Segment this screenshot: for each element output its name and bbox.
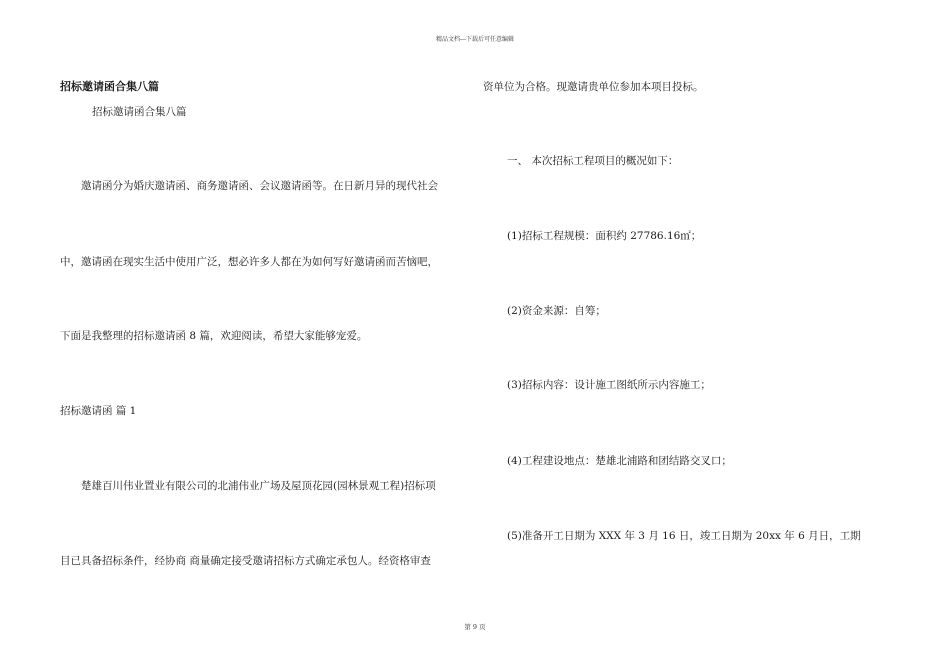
document-subtitle: 招标邀请函合集八篇 [92, 106, 187, 118]
paragraph-line: 下面是我整理的招标邀请函 8 篇，欢迎阅读，希望大家能够宠爱。 [60, 330, 368, 342]
paragraph-line: 资单位为合格。现邀请贵单位参加本项目投标。 [483, 81, 704, 93]
document-title: 招标邀请函合集八篇 [60, 80, 159, 93]
section-heading: 招标邀请函 篇 1 [60, 405, 137, 417]
section-heading: 一、 本次招标工程项目的概况如下： [507, 155, 679, 167]
paragraph-line: 邀请函分为婚庆邀请函、商务邀请函、会议邀请函等。在日新月异的现代社会 [81, 180, 438, 192]
list-item: (5)准备开工日期为 XXX 年 3 月 16 日，竣工日期为 20xx 年 6 月日，工期 [507, 530, 861, 542]
page-header-note: 精品文档---下载后可任意编辑 [435, 36, 515, 43]
paragraph-line: 楚雄百川伟业置业有限公司的北浦伟业广场及屋顶花园(园林景观工程)招标项 [81, 480, 436, 492]
list-item: (1)招标工程规模：面积约 27786.16㎡； [507, 230, 702, 242]
paragraph-line: 目已具备招标条件，经协商 商量确定接受邀请招标方式确定承包人。经资格审查 [60, 555, 431, 567]
list-item: (2)资金来源：自筹； [507, 305, 606, 317]
list-item: (3)招标内容：设计施工图纸所示内容施工； [507, 379, 711, 391]
page-number: 第 9 页 [464, 623, 486, 631]
paragraph-line: 中，邀请函在现实生活中使用广泛，想必许多人都在为如何写好邀请函而苦恼吧， [60, 256, 438, 268]
list-item: (4)工程建设地点：楚雄北浦路和团结路交叉口； [507, 455, 732, 467]
